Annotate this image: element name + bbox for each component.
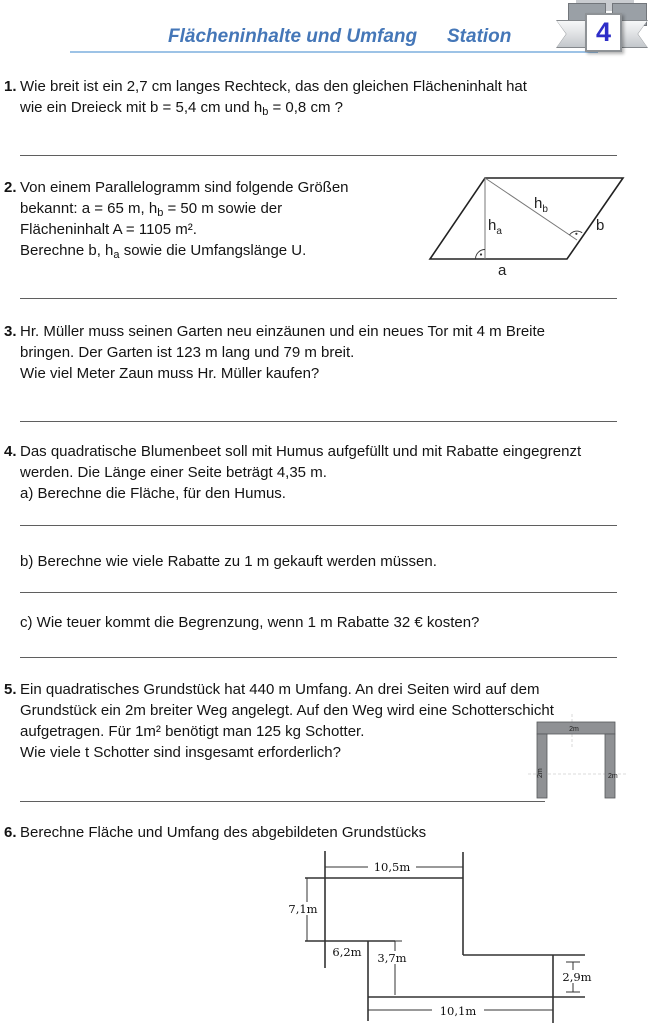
- page-title: Flächeninhalte und Umfang: [168, 26, 418, 47]
- question-item-c: c) Wie teuer kommt die Begrenzung, wenn 1 m Rabatte 32 € kosten?: [20, 614, 480, 631]
- answer-line: [20, 421, 617, 422]
- question-line: bringen. Der Garten ist 123 m lang und 79 m breit.: [20, 344, 355, 361]
- question-line: aufgetragen. Für 1m² benötigt man 125 kg Schotter.: [20, 723, 365, 740]
- dim-label-bottom: 10,1m: [439, 1004, 477, 1018]
- question-number: 6.: [4, 824, 17, 841]
- plot-diagram: [280, 845, 648, 1024]
- label-b: b: [596, 217, 605, 234]
- station-number-badge: [585, 13, 622, 52]
- question-5: [4, 679, 554, 763]
- path-right-band: [605, 734, 615, 798]
- question-line: Hr. Müller muss seinen Garten neu einzäunen und ein neues Tor mit 4 m Breite: [20, 323, 545, 340]
- label-2m-top: 2m: [569, 726, 579, 733]
- parallelogram-diagram: [420, 168, 648, 280]
- question-line: bekannt: a = 65 m, $h_b = 50$ m sowie der: [20, 200, 283, 219]
- question-line: Wie viel Meter Zaun muss Hr. Müller kaufen?: [20, 365, 320, 382]
- question-line: Berechne b, $h_a$ sowie die Umfangslänge U.: [20, 242, 307, 261]
- question-item-a: a) Berechne die Fläche, für den Humus.: [20, 485, 286, 502]
- question-line: wie ein Dreieck mit b = 5,4 cm und $h_b = 0,8$ cm ?: [20, 99, 343, 118]
- question-number: 1.: [4, 78, 17, 95]
- dim-label-top: 10,5m: [373, 860, 411, 874]
- answer-line: [20, 525, 617, 526]
- question-line: Flächeninhalt A = 1105 m².: [20, 221, 197, 238]
- question-line: Berechne Fläche und Umfang des abgebildeten Grundstücks: [20, 824, 427, 841]
- station-label: Station: [447, 26, 512, 47]
- question-1: [4, 76, 527, 118]
- label-hb: $h_b$: [534, 195, 548, 215]
- question-number: 4.: [4, 443, 17, 460]
- dim-label-37: 3,7m: [377, 951, 407, 965]
- dim-label-29: 2,9m: [562, 970, 592, 984]
- question-3: [4, 321, 545, 384]
- label-a: a: [498, 262, 507, 279]
- label-2m-right: 2m: [608, 773, 618, 780]
- dim-label-left: 7,1m: [288, 902, 318, 916]
- question-4: [4, 441, 581, 504]
- question-line: werden. Die Länge einer Seite beträgt 4,35 m.: [20, 464, 327, 481]
- answer-line: [20, 155, 617, 156]
- question-line: Wie viele t Schotter sind insgesamt erforderlich?: [20, 744, 341, 761]
- station-ribbon-icon: [556, 0, 648, 62]
- answer-line: [20, 801, 545, 802]
- answer-line: [20, 657, 617, 658]
- label-ha: $h_a$: [488, 217, 502, 237]
- label-2m-left: 2m: [537, 768, 544, 778]
- question-line: Ein quadratisches Grundstück hat 440 m Umfang. An drei Seiten wird auf dem: [20, 681, 540, 698]
- answer-line: [20, 298, 617, 299]
- question-6: [4, 822, 426, 843]
- question-number: 5.: [4, 681, 17, 698]
- path-left-band: [537, 734, 547, 798]
- header-underline: [70, 51, 598, 53]
- question-line: Das quadratische Blumenbeet soll mit Humus aufgefüllt und mit Rabatte eingegrenzt: [20, 443, 582, 460]
- dim-label-62: 6,2m: [332, 945, 362, 959]
- path-diagram: [528, 712, 628, 804]
- right-angle-dot: [480, 253, 482, 255]
- question-2: [4, 177, 349, 261]
- right-angle-dot: [575, 233, 577, 235]
- station-number: 4: [595, 17, 612, 47]
- answer-line: [20, 592, 617, 593]
- question-number: 3.: [4, 323, 17, 340]
- question-item-b: b) Berechne wie viele Rabatte zu 1 m gekauft werden müssen.: [20, 553, 437, 570]
- question-number: 2.: [4, 179, 17, 196]
- parallelogram-outline: [430, 178, 623, 259]
- question-line: Wie breit ist ein 2,7 cm langes Rechteck, das den gleichen Flächeninhalt hat: [20, 78, 527, 95]
- question-line: Von einem Parallelogramm sind folgende Größen: [20, 179, 349, 196]
- question-line: Grundstück ein 2m breiter Weg angelegt. Auf den Weg wird eine Schotterschicht: [20, 702, 554, 719]
